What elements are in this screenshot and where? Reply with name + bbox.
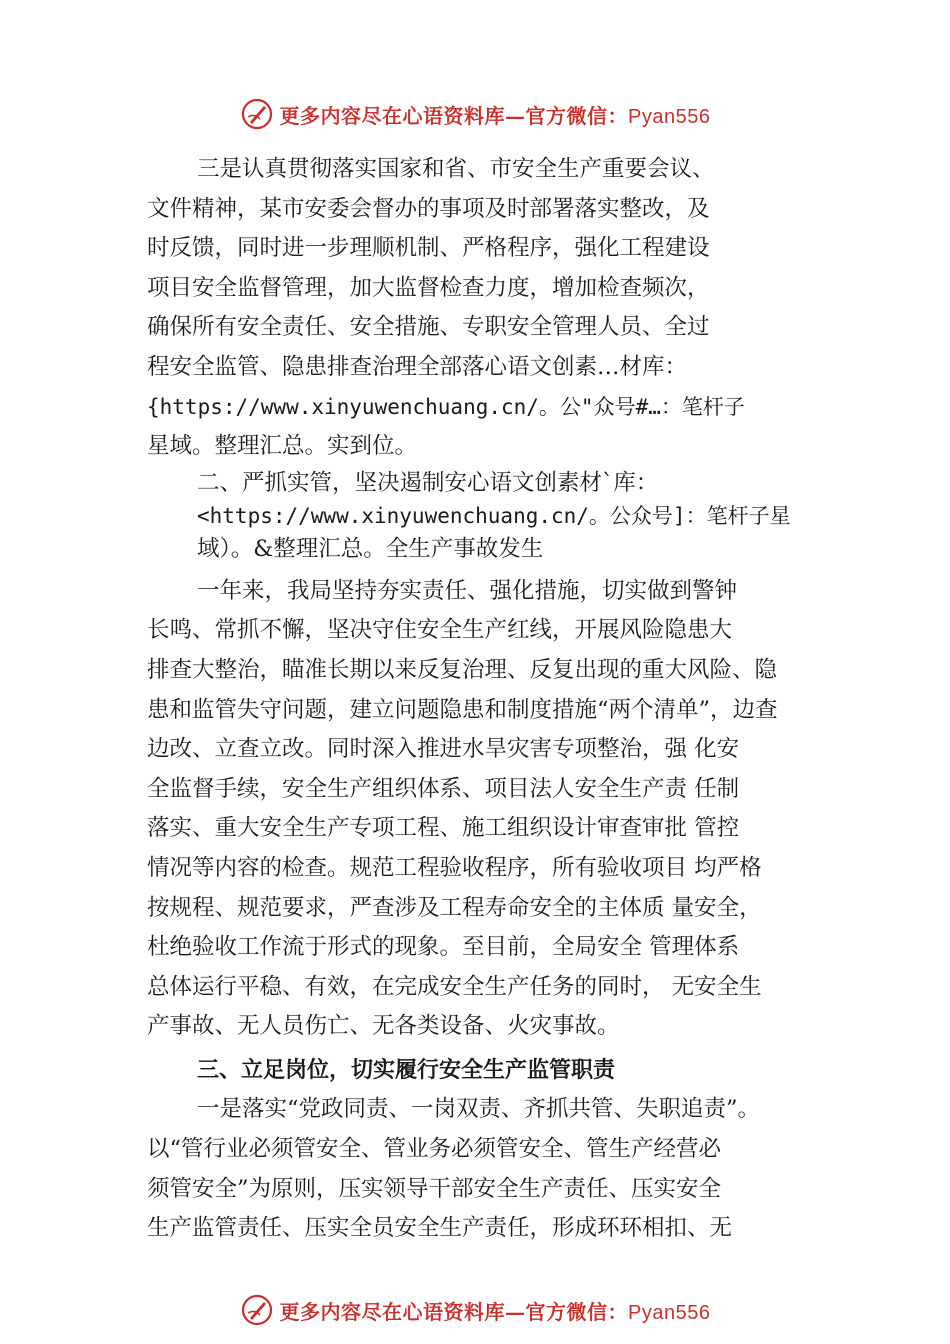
text-line: 二、严抓实管，坚决遏制安心语文创素材`库： — [197, 469, 659, 496]
text-line: 落实、重大安全生产专项工程、施工组织设计审查审批 管控 — [147, 815, 740, 842]
footer-banner — [0, 1290, 950, 1330]
document-body — [147, 150, 837, 1249]
quill-seal-icon — [240, 1293, 274, 1327]
text-line: 确保所有安全责任、安全措施、专职安全管理人员、全过 — [147, 314, 710, 341]
text-line: 一年来，我局坚持夯实责任、强化措施，切实做到警钟 — [197, 577, 738, 604]
text-line: 一是落实“党政同责、一岗双责、齐抓共管、失职追责”。 — [197, 1096, 761, 1123]
banner-text: 更多内容尽在心语资料库—官方微信：Pyan556 — [279, 1299, 711, 1324]
text-line: 产事故、无人员伤亡、无各类设备、火灾事故。 — [147, 1013, 620, 1040]
text-line: 全监督手续，安全生产组织体系、项目法人安全生产责 任制 — [147, 775, 740, 802]
text-line: 患和监管失守问题，建立问题隐患和制度措施“两个清单”，边查 — [147, 696, 778, 723]
section-heading: 三、立足岗位，切实履行安全生产监管职责 — [197, 1057, 616, 1083]
text-line: 以“管行业必须管安全、管业务必须管安全、管生产经营必 — [147, 1136, 722, 1163]
text-line: 长鸣、常抓不懈，坚决守住安全生产红线，开展风险隐患大 — [147, 617, 733, 644]
text-line: 域）。&整理汇总。全生产事故发生 — [197, 535, 544, 562]
text-line: 时反馈，同时进一步理顺机制、严格程序，强化工程建设 — [147, 235, 710, 262]
text-line: 生产监管责任、压实全员安全生产责任，形成环环相扣、无 — [147, 1215, 733, 1242]
text-line: 星域。整理汇总。实到位。 — [147, 433, 418, 460]
text-line: 文件精神，某市安委会督办的事项及时部署落实整改，及 — [147, 195, 710, 222]
header-banner — [0, 94, 950, 134]
paragraph — [147, 150, 837, 467]
text-line: <https://www.xinyuwenchuang.cn/。公众号]：笔杆子星 — [197, 503, 791, 528]
wechat-id: Pyan556 — [628, 105, 711, 128]
text-line: 总体运行平稳、有效，在完成安全生产任务的同时， 无安全生 — [147, 973, 762, 1000]
text-line: 边改、立查立改。同时深入推进水旱灾害专项整治，强 化安 — [147, 736, 740, 763]
text-line: 项目安全监督管理，加大监督检查力度，增加检查频次， — [147, 274, 710, 301]
text-line: 情况等内容的检查。规范工程验收程序，所有验收项目 均严格 — [147, 854, 762, 881]
quill-seal-icon — [240, 97, 274, 131]
paragraph — [147, 467, 837, 566]
paragraph — [147, 572, 837, 1047]
text-line: {https://www.xinyuwenchuang.cn/。公"众号#…：笔杆子 — [147, 394, 745, 419]
text-line: 须管安全”为原则，压实领导干部安全生产责任、压实安全 — [147, 1175, 722, 1202]
paragraph — [147, 1090, 837, 1248]
text-line: 按规程、规范要求，严查涉及工程寿命安全的主体质 量安全， — [147, 894, 762, 921]
text-line: 三是认真贯彻落实国家和省、市安全生产重要会议、 — [197, 156, 715, 182]
banner-text: 更多内容尽在心语资料库—官方微信：Pyan556 — [279, 103, 711, 128]
text-line: 杜绝验收工作流于形式的现象。至目前，全局安全 管理体系 — [147, 934, 740, 961]
text-line: 程安全监管、隐患排查治理全部落心语文创素…材库： — [147, 353, 688, 380]
wechat-id: Pyan556 — [628, 1301, 711, 1324]
text-line: 排查大整治，瞄准长期以来反复治理、反复出现的重大风险、隐 — [147, 656, 778, 683]
